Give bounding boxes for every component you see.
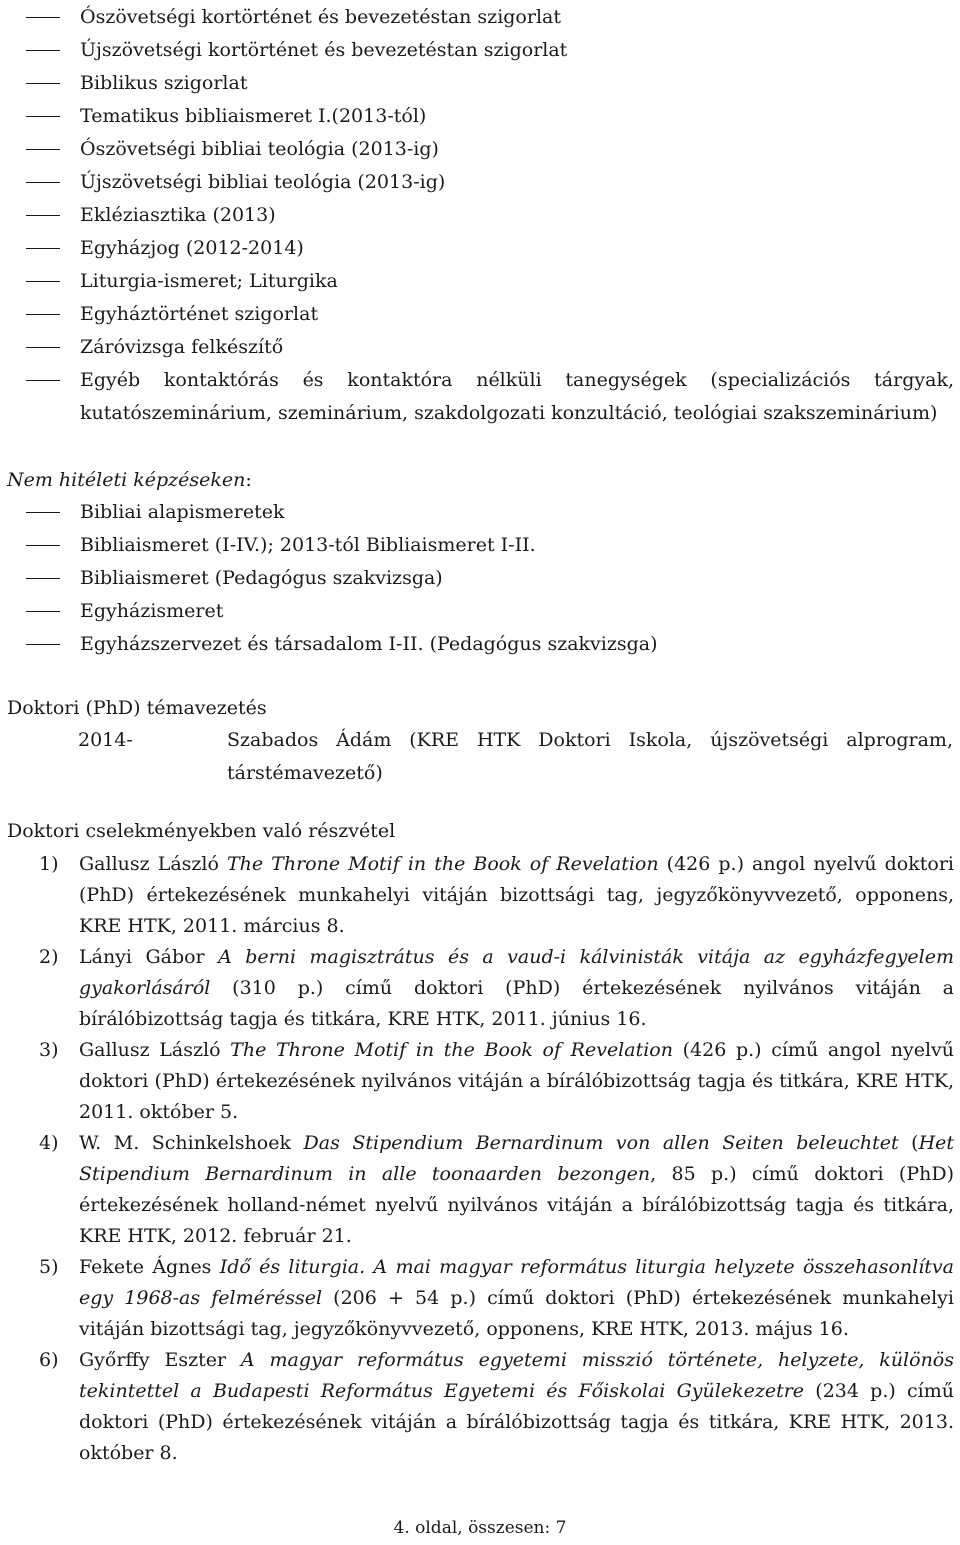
dash-bullet-icon — [26, 347, 60, 348]
procedures-list — [0, 849, 960, 1469]
supervision-entry — [0, 724, 960, 790]
dash-bullet-icon — [26, 578, 60, 579]
dash-bullet-icon — [26, 215, 60, 216]
course-list — [0, 1, 960, 430]
list-item: Egyházjog (2012-2014) — [0, 232, 960, 265]
procedures-heading: Doktori cselekményekben való részvétel — [7, 820, 396, 842]
supervision-desc: Szabados Ádám (KRE HTK Doktori Iskola, újszövetségi alprogram, társtémavezető) — [227, 729, 953, 784]
dash-bullet-icon — [26, 314, 60, 315]
list-item: 3) Gallusz László The Throne Motif in the Book of Revelation (426 p.) című angol nyelvű doktori (PhD) értekezésének nyilvános vitáján a bírálóbizottság tagja és titkára, KRE HTK, 2011. október 5. — [39, 1039, 954, 1123]
list-item: Bibliaismeret (I-IV.); 2013-tól Bibliaismeret I-II. — [0, 529, 960, 562]
nonclergy-label: Nem hitéleti képzéseken: — [7, 469, 252, 491]
list-item: Ószövetségi kortörténet és bevezetéstan szigorlat — [0, 1, 960, 34]
dash-bullet-icon — [26, 116, 60, 117]
page-footer — [0, 1517, 960, 1539]
dash-bullet-icon — [26, 380, 60, 381]
list-item: Egyháztörténet szigorlat — [0, 298, 960, 331]
dash-bullet-icon — [26, 83, 60, 84]
nonclergy-list — [0, 496, 960, 661]
list-item: Tematikus bibliaismeret I.(2013-tól) — [0, 100, 960, 133]
dash-bullet-icon — [26, 248, 60, 249]
dash-bullet-icon — [26, 611, 60, 612]
list-item: Ószövetségi bibliai teológia (2013-ig) — [0, 133, 960, 166]
list-item: 1) Gallusz László The Throne Motif in the Book of Revelation (426 p.) angol nyelvű doktori (PhD) értekezésének munkahelyi vitáján bizottsági tag, jegyzőkönyvvezető, opponens, KRE HTK, 2011. március 8. — [39, 853, 954, 937]
dash-bullet-icon — [26, 149, 60, 150]
dash-bullet-icon — [26, 17, 60, 18]
supervision-heading: Doktori (PhD) témavezetés — [7, 697, 267, 719]
list-item: 2) Lányi Gábor A berni magisztrátus és a vaud-i kálvinisták vitája az egyházfegyelem gyakorlásáról (310 p.) című doktori (PhD) értekezésének nyilvános vitáján a bírálóbizottság tagja és titkára, KRE HTK, 2011. június 16. — [39, 946, 954, 1030]
list-item: Újszövetségi bibliai teológia (2013-ig) — [0, 166, 960, 199]
list-item: 6) Győrffy Eszter A magyar református egyetemi misszió története, helyzete, különös tekintettel a Budapesti Református Egyetemi és Főiskolai Gyülekezetre (234 p.) című doktori (PhD) értekezésének vitáján a bírálóbizottság tagja és titkára, KRE HTK, 2013. október 8. — [39, 1349, 954, 1464]
dash-bullet-icon — [26, 182, 60, 183]
list-item: Ekléziasztika (2013) — [0, 199, 960, 232]
dash-bullet-icon — [26, 512, 60, 513]
list-item: Egyéb kontaktórás és kontaktóra nélküli tanegységek (specializációs tárgyak, kutatószeminárium, szeminárium, szakdolgozati konzultáció, teológiai szakszeminárium) — [0, 364, 960, 430]
list-item: Bibliaismeret (Pedagógus szakvizsga) — [0, 562, 960, 595]
list-item: Biblikus szigorlat — [0, 67, 960, 100]
list-item: Egyházszervezet és társadalom I-II. (Pedagógus szakvizsga) — [0, 628, 960, 661]
list-item: Liturgia-ismeret; Liturgika — [0, 265, 960, 298]
dash-bullet-icon — [26, 545, 60, 546]
list-item: Újszövetségi kortörténet és bevezetéstan szigorlat — [0, 34, 960, 67]
dash-bullet-icon — [26, 644, 60, 645]
list-item: 5) Fekete Ágnes Idő és liturgia. A mai magyar református liturgia helyzete összehasonlítva egy 1968-as felméréssel (206 + 54 p.) című doktori (PhD) értekezésének munkahelyi vitáján bizottsági tag, jegyzőkönyvvezető, opponens, KRE HTK, 2013. május 16. — [39, 1256, 954, 1340]
dash-bullet-icon — [26, 50, 60, 51]
list-item: Bibliai alapismeretek — [0, 496, 960, 529]
page-number: 4. oldal, összesen: 7 — [393, 1518, 567, 1538]
supervision-year: 2014- — [78, 729, 133, 751]
list-item: Záróvizsga felkészítő — [0, 331, 960, 364]
list-item: Egyházismeret — [0, 595, 960, 628]
list-item: 4) W. M. Schinkelshoek Das Stipendium Bernardinum von allen Seiten beleuchtet (Het Stipendium Bernardinum in alle toonaarden bezongen, 85 p.) című doktori (PhD) értekezésének holland-német nyelvű nyilvános vitáján a bírálóbizottság tagja és titkára, KRE HTK, 2012. február 21. — [39, 1132, 955, 1247]
dash-bullet-icon — [26, 281, 60, 282]
